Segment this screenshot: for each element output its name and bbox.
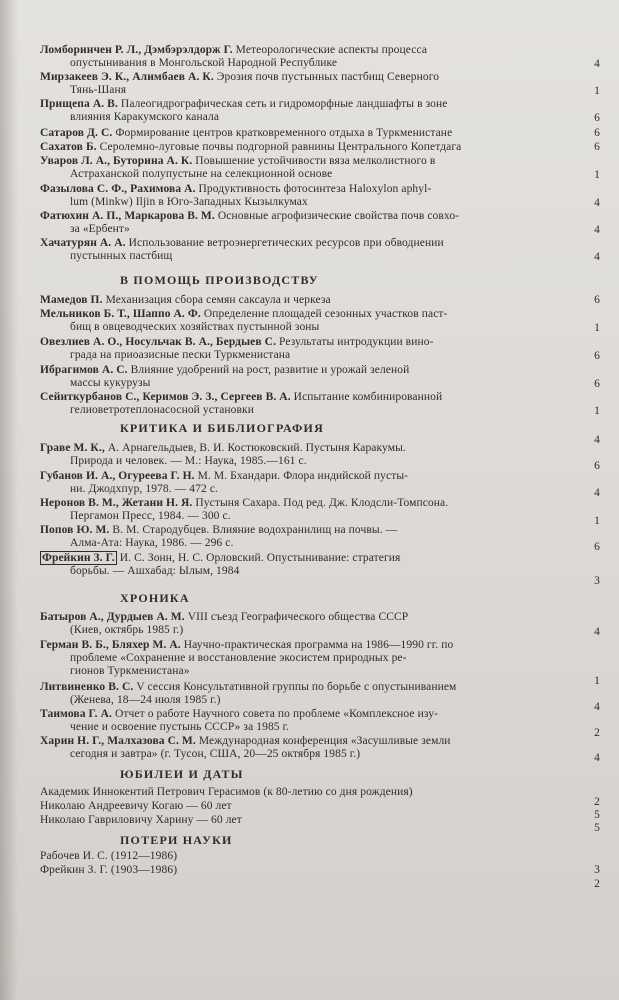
entry-title-continued: массы кукурузы: [70, 377, 151, 389]
toc-entry: [40, 98, 560, 124]
entry-page-number: 2: [594, 727, 600, 739]
toc-entry: [40, 210, 560, 236]
toc-entry: [40, 786, 560, 799]
page-binding-shadow: [0, 0, 18, 1000]
toc-entry: [40, 155, 560, 181]
entry-page-number: 5: [594, 809, 600, 821]
entry-page-number: 3: [594, 575, 600, 587]
entry-title-continued: (Женева, 18—24 июля 1985 г.): [70, 694, 221, 706]
entry-page-number: 3: [594, 864, 600, 876]
entry-author: Герман В. Б., Бляхер М. А.: [40, 639, 181, 651]
entry-title-continued: бищ в овцеводческих хозяйствах пустынной зоны: [70, 321, 320, 333]
entry-author-boxed: Фрейкин З. Г.: [42, 552, 115, 564]
entry-title: Международная конференция «Засушливые земли: [198, 735, 451, 747]
entry-page-number: 4: [594, 434, 600, 446]
entry-title-continued: Природа и человек. — М.: Наука, 1985.—161 с.: [70, 455, 307, 467]
entry-page-number: 2: [594, 796, 600, 808]
toc-entry: [40, 336, 560, 362]
entry-page-number: 6: [594, 141, 600, 153]
entry-title: Академик Иннокентий Петрович Герасимов (к 80-летию со дня рождения): [40, 786, 413, 798]
entry-author: Губанов И. А., Огуреева Г. Н.: [40, 470, 195, 482]
entry-title-continued: за «Ербент»: [70, 223, 130, 235]
entry-title-continued: Тянь-Шаня: [70, 84, 127, 96]
entry-author: Сатаров Д. С.: [40, 127, 113, 139]
entry-title: Влияние удобрений на рост, развитие и урожай зеленой: [130, 364, 410, 376]
toc-entry: [40, 364, 560, 390]
toc-entry: [40, 470, 560, 496]
toc-entry: [40, 183, 560, 209]
entry-title-continued: града на приоазисные пески Туркменистана: [70, 349, 291, 361]
entry-page-number: 4: [594, 626, 600, 638]
toc-entry: [40, 71, 560, 97]
entry-title-continued: влияния Каракумского канала: [70, 111, 220, 123]
entry-page-number: 4: [594, 224, 600, 236]
entry-title-continued: опустынивания в Монгольской Народной Республике: [70, 57, 338, 69]
entry-title: Метеорологические аспекты процесса: [235, 44, 428, 56]
entry-title: Фрейкин З. Г. (1903—1986): [40, 864, 178, 876]
entry-title: V сессия Консультативной группы по борьбе с опустыниванием: [136, 681, 457, 693]
entry-title: Определение площадей сезонных участков паст-: [203, 308, 448, 320]
entry-title-continued: (Киев, октябрь 1985 г.): [70, 624, 184, 636]
toc-entry: [40, 391, 560, 417]
entry-author: Ломборинчен Р. Л., Дэмбэрэлдорж Г.: [40, 44, 233, 56]
toc-entry: [40, 850, 560, 863]
entry-title-continued: Астраханской полупустыне на селекционной основе: [70, 168, 333, 180]
toc-entry: [40, 681, 560, 707]
entry-page-number: 1: [594, 169, 600, 181]
entry-title: Николаю Гавриловичу Харину — 60 лет: [40, 814, 242, 826]
entry-page-number: 6: [594, 460, 600, 472]
toc-entry: [40, 141, 560, 154]
entry-page-number: 4: [594, 487, 600, 499]
entry-title: Повышение устойчивости вяза мелколистного в: [195, 155, 436, 167]
entry-author: Литвиненко В. С.: [40, 681, 134, 693]
entry-page-number: 4: [594, 58, 600, 70]
section-heading-critique: КРИТИКА И БИБЛИОГРАФИЯ: [120, 421, 324, 435]
entry-page-number: 6: [594, 378, 600, 390]
entry-title: Эрозия почв пустынных пастбищ Северного: [216, 71, 440, 83]
entry-title: Отчет о работе Научного совета по проблеме «Комплексное изу-: [114, 708, 439, 720]
entry-author: Прищепа А. В.: [40, 98, 118, 110]
section-heading-losses: ПОТЕРИ НАУКИ: [120, 833, 233, 847]
entry-page-number: 6: [594, 541, 600, 553]
entry-title: Основные агрофизические свойства почв совхо-: [217, 210, 460, 222]
entry-title-continued: пустынных пастбищ: [70, 250, 173, 262]
entry-title: VIII съезд Географического общества СССР: [187, 611, 409, 623]
toc-entry: [40, 639, 560, 678]
entry-title-continued: Пергамон Пресс, 1984. — 300 с.: [70, 510, 231, 522]
toc-entry: [40, 294, 560, 307]
entry-page-number: 6: [594, 294, 600, 306]
entry-page-number: 1: [594, 515, 600, 527]
entry-title: Палеогидрографическая сеть и гидроморфные ландшафты в зоне: [120, 98, 448, 110]
entry-title: Результаты интродукции вино-: [279, 336, 434, 348]
entry-title: В. М. Стародубцев. Влияние водохранилищ на почвы. —: [112, 524, 398, 536]
entry-author: Батыров А., Дурдыев А. М.: [40, 611, 185, 623]
entry-page-number: 2: [594, 878, 600, 890]
toc-entry: [40, 44, 560, 70]
entry-page-number: 4: [594, 251, 600, 263]
entry-title-continued: ни. Джодхпур, 1978. — 472 с.: [70, 483, 219, 495]
entry-title-continued: lum (Minkw) Iljin в Юго-Западных Кызылкумах: [70, 196, 308, 208]
entry-title: А. Арнагельдыев, В. И. Костюковский. Пустыня Каракумы.: [107, 442, 406, 454]
entry-author: Ибрагимов А. С.: [40, 364, 128, 376]
entry-title: И. С. Зонн, Н. С. Орловский. Опустынивание: стратегия: [119, 552, 401, 564]
entry-page-number: 1: [594, 322, 600, 334]
entry-author: Овезлиев А. О., Носульчак В. А., Бердыев С.: [40, 336, 277, 348]
toc-entry: [40, 308, 560, 334]
entry-title-continued: чение и освоение пустынь СССР» за 1985 г.: [70, 721, 290, 733]
section-heading-jubilees: ЮБИЛЕИ И ДАТЫ: [120, 767, 244, 781]
entry-title: Формирование центров кратковременного отдыха в Туркменистане: [115, 127, 453, 139]
entry-title: Использование ветроэнергетических ресурсов при обводнении: [128, 237, 444, 249]
entry-author: Неронов В. М., Жетани Н. Я.: [40, 497, 193, 509]
toc-entry: [40, 814, 560, 827]
entry-author: Мирзакеев Э. К., Алимбаев А. К.: [40, 71, 214, 83]
toc-entry: [40, 800, 560, 813]
entry-author: Уваров Л. А., Буторина А. К.: [40, 155, 193, 167]
entry-title: Рабочев И. С. (1912—1986): [40, 850, 178, 862]
toc-entry: [40, 708, 560, 734]
section-heading-production: В ПОМОЩЬ ПРОИЗВОДСТВУ: [120, 273, 319, 287]
entry-author: Сейиткурбанов С., Керимов Э. З., Сергеев В. А.: [40, 391, 291, 403]
entry-author: Граве М. К.,: [40, 442, 105, 454]
entry-page-number: 4: [594, 752, 600, 764]
toc-entry: [40, 735, 560, 761]
entry-author: Попов Ю. М.: [40, 524, 110, 536]
entry-title: Продуктивность фотосинтеза Haloxylon aphyl-: [198, 183, 432, 195]
entry-page-number: 6: [594, 350, 600, 362]
entry-author: Харин Н. Г., Малхазова С. М.: [40, 735, 196, 747]
toc-entry: [40, 237, 560, 263]
entry-page-number: 4: [594, 197, 600, 209]
toc-entry: [40, 497, 560, 523]
entry-page-number: 5: [594, 822, 600, 834]
entry-title: Механизация сбора семян саксаула и черкеза: [105, 294, 331, 306]
entry-title-continued: сегодня и завтра» (г. Тусон, США, 20—25 октября 1985 г.): [70, 748, 361, 760]
entry-title: Николаю Андреевичу Когаю — 60 лет: [40, 800, 232, 812]
entry-author: Мельников Б. Т., Шаппо А. Ф.: [40, 308, 201, 320]
entry-page-number: 6: [594, 127, 600, 139]
entry-page-number: 4: [594, 701, 600, 713]
entry-page-number: 1: [594, 675, 600, 687]
entry-author: Мамедов П.: [40, 294, 103, 306]
entry-title: Испытание комбинированной: [293, 391, 443, 403]
entry-title-continued: борьбы. — Ашхабад: Ылым, 1984: [70, 565, 240, 577]
entry-author: Хачатурян А. А.: [40, 237, 126, 249]
entry-title-continued: проблеме «Сохранение и восстановление экосистем природных ре-: [70, 652, 407, 664]
toc-entry: [40, 127, 560, 140]
entry-title-continued: Алма-Ата: Наука, 1986. — 296 с.: [70, 537, 234, 549]
entry-title: Научно-практическая программа на 1986—1990 гг. по: [183, 639, 454, 651]
entry-author: Сахатов Б.: [40, 141, 97, 153]
entry-title-continued: гелиоветротеплонасосной установки: [70, 404, 255, 416]
entry-page-number: 1: [594, 405, 600, 417]
entry-title-continued: гионов Туркменистана»: [70, 665, 190, 677]
toc-entry: [40, 864, 560, 877]
toc-entry: [40, 442, 560, 468]
entry-title: Пустыня Сахара. Под ред. Дж. Клодсли-Томпсона.: [195, 497, 449, 509]
toc-entry: [40, 524, 560, 550]
entry-author: Таимова Г. А.: [40, 708, 112, 720]
entry-author: Фатюхин А. П., Маркарова В. М.: [40, 210, 215, 222]
toc-entry: [40, 611, 560, 637]
entry-page-number: 6: [594, 112, 600, 124]
entry-author: Фазылова С. Ф., Рахимова А.: [40, 183, 196, 195]
section-heading-chronicle: ХРОНИКА: [120, 591, 190, 605]
toc-entry: [40, 551, 560, 578]
entry-title: Серолемно-луговые почвы подгорной равнины Центрального Копетдага: [99, 141, 462, 153]
entry-page-number: 1: [594, 85, 600, 97]
entry-title: М. М. Бхандари. Флора индийской пусты-: [197, 470, 409, 482]
